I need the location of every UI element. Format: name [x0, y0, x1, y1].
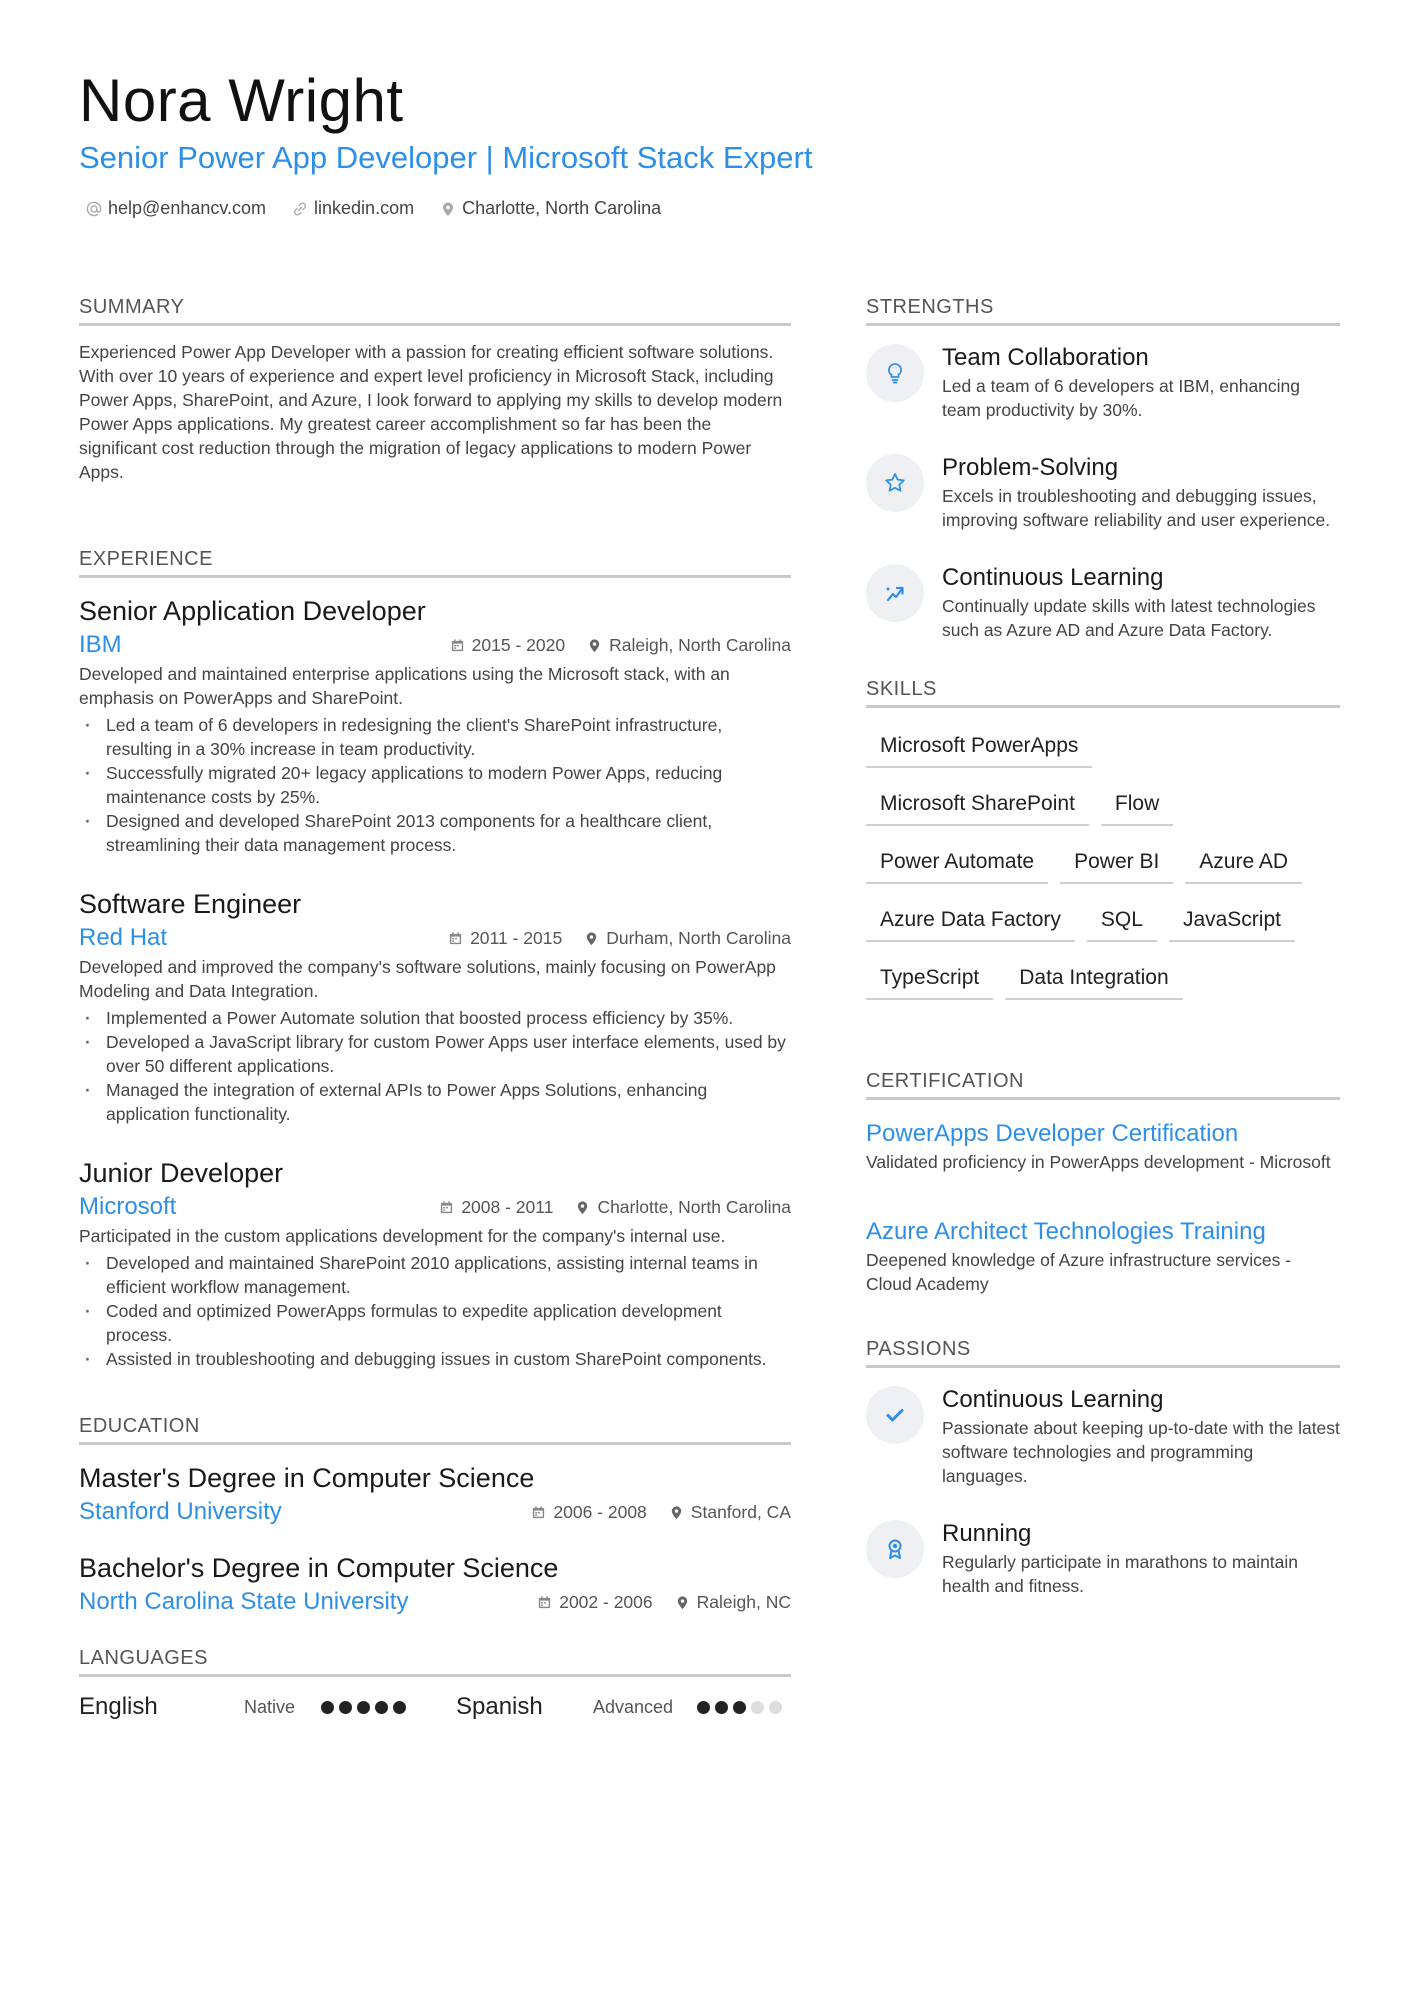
rating-dot-filled: [357, 1701, 370, 1714]
skill-tag: Power BI: [1060, 842, 1173, 884]
passions-heading: PASSIONS: [866, 1338, 1340, 1368]
experience-section: [79, 548, 791, 1371]
strength-item: [866, 454, 1340, 532]
education-location: Stanford, CA: [669, 1502, 791, 1523]
location-pin-icon: [675, 1595, 690, 1610]
lightbulb-icon: [883, 361, 907, 385]
passion-title: Continuous Learning: [942, 1386, 1164, 1413]
passion-description: Regularly participate in marathons to maintain health and fitness.: [942, 1552, 1299, 1596]
skill-tag: Flow: [1101, 784, 1173, 826]
location-pin-icon: [669, 1505, 684, 1520]
right-column: [866, 296, 1340, 1630]
rating-dot-filled: [321, 1701, 334, 1714]
job-company: Red Hat: [79, 924, 168, 951]
school-name: Stanford University: [79, 1498, 282, 1525]
skill-tag: Azure Data Factory: [866, 900, 1075, 942]
education-entry: [79, 1551, 791, 1619]
strength-item: [866, 564, 1340, 642]
job-bullet: · Coded and optimized PowerApps formulas to expedite application development process.: [79, 1299, 791, 1347]
award-ribbon-icon: [883, 1537, 907, 1561]
job-meta: [79, 628, 791, 662]
language-level: Native: [244, 1696, 296, 1717]
rating-dot-filled: [715, 1701, 728, 1714]
job-bullets: [79, 1006, 791, 1126]
job-bullet: · Implemented a Power Automate solution that boosted process efficiency by 35%.: [79, 1006, 791, 1030]
language-level: Advanced: [593, 1696, 674, 1717]
job-location: Durham, North Carolina: [584, 928, 791, 949]
job-title: Junior Developer: [79, 1158, 284, 1188]
contact-linkedin-text: linkedin.com: [314, 198, 415, 218]
summary-section: [79, 296, 791, 484]
job-dates: 2008 - 2011: [439, 1197, 553, 1218]
skill-tag: Microsoft SharePoint: [866, 784, 1089, 826]
strength-title: Continuous Learning: [942, 564, 1164, 591]
job-bullet: · Successfully migrated 20+ legacy applications to modern Power Apps, reducing maintenance costs by 25%.: [79, 761, 791, 809]
certification-heading: CERTIFICATION: [866, 1070, 1340, 1100]
certification-title: Azure Architect Technologies Training: [866, 1218, 1266, 1245]
job-bullet: · Developed a JavaScript library for custom Power Apps user interface elements, used by over 50 different applications.: [79, 1030, 791, 1078]
job-location: Charlotte, North Carolina: [575, 1197, 791, 1218]
strength-description: Continually update skills with latest technologies such as Azure AD and Azure Data Factory.: [942, 596, 1316, 640]
language-entry: [456, 1687, 782, 1727]
education-entry: [79, 1461, 791, 1529]
job-description: Developed and improved the company's software solutions, mainly focusing on PowerApp Modeling and Data Integration.: [79, 957, 776, 1001]
strengths-heading: STRENGTHS: [866, 296, 1340, 326]
certification-title: PowerApps Developer Certification: [866, 1120, 1239, 1147]
job-bullet: · Assisted in troubleshooting and debugging issues in custom SharePoint components.: [79, 1347, 791, 1371]
skills-list: [866, 726, 1340, 1016]
rating-dot-empty: [751, 1701, 764, 1714]
language-name: English: [79, 1693, 158, 1720]
calendar-icon: [450, 638, 465, 653]
certification-item: [866, 1118, 1340, 1174]
education-section: [79, 1415, 791, 1619]
certification-description: Validated proficiency in PowerApps development - Microsoft: [866, 1152, 1331, 1172]
strength-title: Problem-Solving: [942, 454, 1119, 481]
strength-title: Team Collaboration: [942, 344, 1149, 371]
education-heading: EDUCATION: [79, 1415, 791, 1445]
job-company: Microsoft: [79, 1193, 177, 1220]
certification-description: Deepened knowledge of Azure infrastructure services - Cloud Academy: [866, 1250, 1292, 1294]
passions-section: [866, 1338, 1340, 1598]
skill-tag: Microsoft PowerApps: [866, 726, 1092, 768]
passion-title: Running: [942, 1520, 1032, 1547]
skill-tag: JavaScript: [1169, 900, 1295, 942]
job-entry: [79, 887, 791, 1126]
at-icon: [86, 201, 102, 217]
passion-item: [866, 1386, 1340, 1488]
languages-heading: LANGUAGES: [79, 1647, 791, 1677]
education-dates: 2002 - 2006: [537, 1592, 652, 1613]
candidate-title: Senior Power App Developer | Microsoft Stack Expert: [79, 140, 813, 175]
location-pin-icon: [440, 201, 456, 217]
job-bullets: [79, 713, 791, 857]
job-bullet: · Developed and maintained SharePoint 2010 applications, assisting internal teams in efficient workflow management.: [79, 1251, 791, 1299]
job-title: Senior Application Developer: [79, 596, 426, 626]
job-bullets: [79, 1251, 791, 1371]
calendar-icon: [439, 1200, 454, 1215]
skills-section: [866, 678, 1340, 1016]
rating-dot-filled: [697, 1701, 710, 1714]
growth-arrow-icon: [883, 581, 907, 605]
strength-description: Excels in troubleshooting and debugging issues, improving software reliability and user experience.: [942, 486, 1331, 530]
experience-heading: EXPERIENCE: [79, 548, 791, 578]
passion-item: [866, 1520, 1340, 1598]
skills-heading: SKILLS: [866, 678, 1340, 708]
job-description: Participated in the custom applications development for the company's internal use.: [79, 1226, 726, 1246]
language-entry: [79, 1687, 406, 1727]
contact-location: [440, 198, 661, 219]
skill-tag: Power Automate: [866, 842, 1048, 884]
location-pin-icon: [584, 931, 599, 946]
job-location: Raleigh, North Carolina: [587, 635, 791, 656]
languages-section: [79, 1647, 791, 1727]
calendar-icon: [531, 1505, 546, 1520]
rating-dot-filled: [393, 1701, 406, 1714]
contact-location-text: Charlotte, North Carolina: [462, 198, 662, 218]
strengths-section: [866, 296, 1340, 642]
strength-description: Led a team of 6 developers at IBM, enhancing team productivity by 30%.: [942, 376, 1301, 420]
skill-tag: Data Integration: [1005, 958, 1182, 1000]
job-dates: 2015 - 2020: [450, 635, 565, 656]
certification-item: [866, 1216, 1340, 1296]
candidate-name: Nora Wright: [79, 67, 404, 134]
contact-linkedin[interactable]: [292, 198, 414, 219]
summary-heading: SUMMARY: [79, 296, 791, 326]
language-rating: [697, 1701, 782, 1714]
job-entry: [79, 1156, 791, 1371]
job-title: Software Engineer: [79, 889, 302, 919]
job-bullet: · Managed the integration of external APIs to Power Apps Solutions, enhancing application functionality.: [79, 1078, 791, 1126]
calendar-icon: [537, 1595, 552, 1610]
language-rating: [321, 1701, 406, 1714]
passion-description: Passionate about keeping up-to-date with the latest software technologies and programming languages.: [942, 1418, 1340, 1486]
strength-item: [866, 344, 1340, 422]
job-description: Developed and maintained enterprise applications using the Microsoft stack, with an emphasis on PowerApps and SharePoint.: [79, 664, 730, 708]
job-entry: [79, 594, 791, 857]
degree-title: Bachelor's Degree in Computer Science: [79, 1553, 559, 1583]
rating-dot-filled: [733, 1701, 746, 1714]
skill-tag: TypeScript: [866, 958, 993, 1000]
job-bullet: · Led a team of 6 developers in redesigning the client's SharePoint infrastructure, resulting in a 30% increase in team productivity.: [79, 713, 791, 761]
education-location: Raleigh, NC: [675, 1592, 791, 1613]
left-column: [79, 296, 791, 1727]
location-pin-icon: [587, 638, 602, 653]
language-name: Spanish: [456, 1693, 543, 1720]
skill-tag: Azure AD: [1185, 842, 1302, 884]
job-meta: [79, 1190, 791, 1224]
skill-tag: SQL: [1087, 900, 1157, 942]
degree-title: Master's Degree in Computer Science: [79, 1463, 535, 1493]
job-dates: 2011 - 2015: [448, 928, 562, 949]
summary-text: Experienced Power App Developer with a passion for creating efficient software solutions. With over 10 years of experience and expert level proficiency in Microsoft Stack, including Power Apps, SharePoint, and Azure, I look forward to applying my skills to develop modern Power Apps applications. My greatest career accomplishment so far has been the significant cost reduction through the migration of legacy applications to modern Power Apps.: [79, 342, 783, 482]
contact-row: [86, 198, 661, 219]
job-bullet: · Designed and developed SharePoint 2013 components for a healthcare client, streamlining their data management process.: [79, 809, 791, 857]
location-pin-icon: [575, 1200, 590, 1215]
education-dates: 2006 - 2008: [531, 1502, 646, 1523]
star-icon: [883, 471, 907, 495]
school-name: North Carolina State University: [79, 1588, 409, 1615]
job-meta: [79, 921, 791, 955]
rating-dot-empty: [769, 1701, 782, 1714]
checkmark-icon: [883, 1403, 907, 1427]
rating-dot-filled: [339, 1701, 352, 1714]
certification-section: [866, 1070, 1340, 1296]
contact-email-text: help@enhancv.com: [108, 198, 267, 218]
job-company: IBM: [79, 631, 122, 658]
rating-dot-filled: [375, 1701, 388, 1714]
calendar-icon: [448, 931, 463, 946]
link-icon: [292, 201, 308, 217]
contact-email[interactable]: [86, 198, 266, 219]
